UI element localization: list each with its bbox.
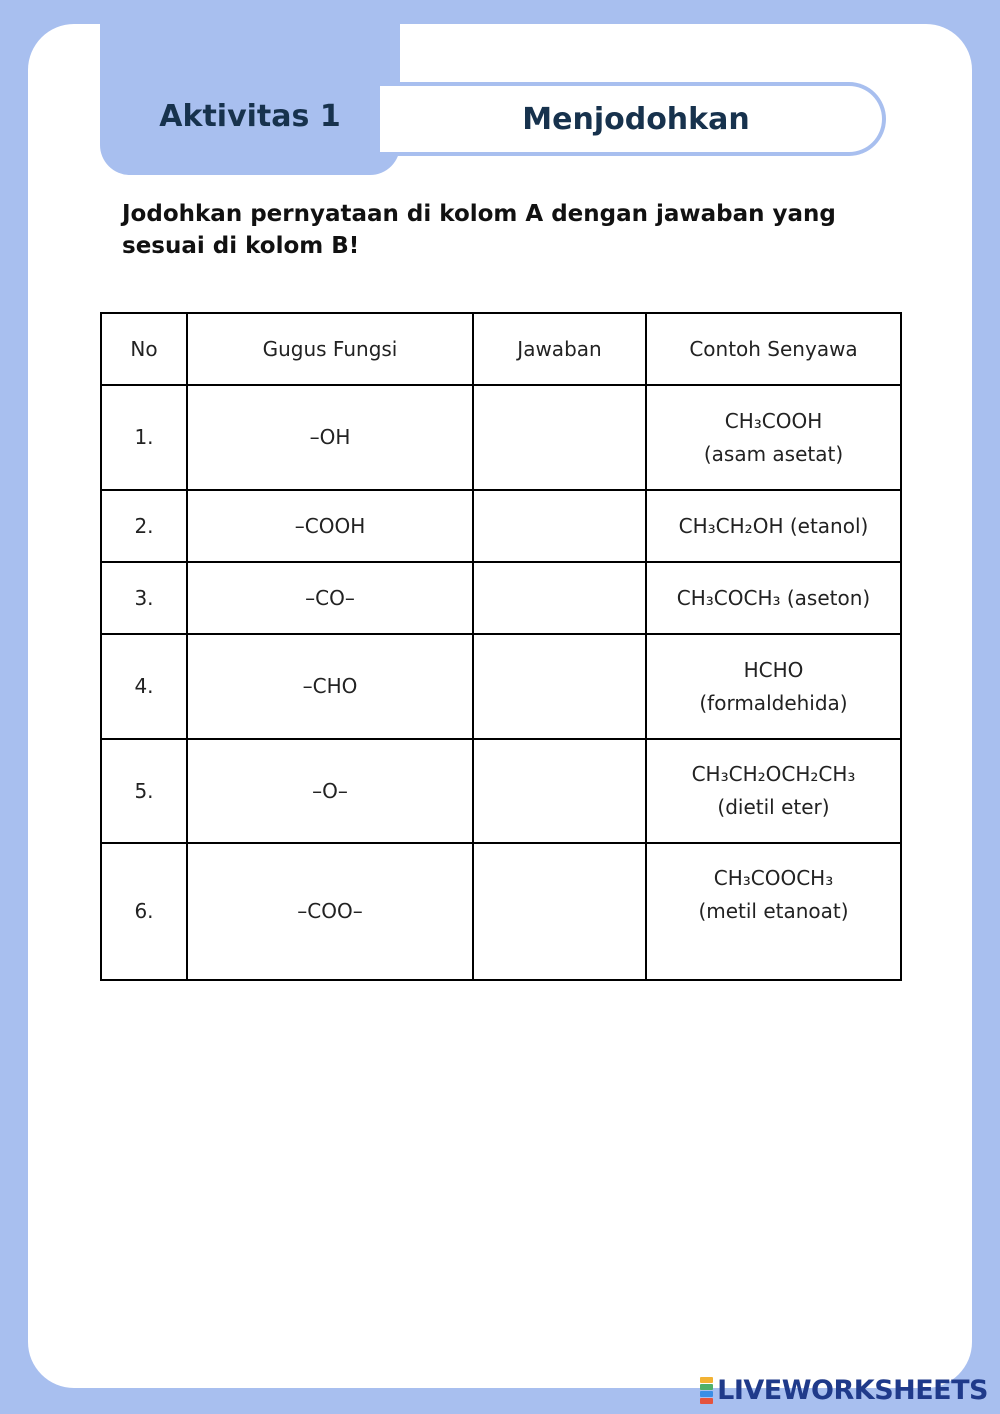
- header-gugus-fungsi: Gugus Fungsi: [187, 313, 473, 385]
- table-row: [101, 843, 901, 980]
- row-number: 1.: [101, 385, 187, 490]
- header-jawaban: Jawaban: [473, 313, 646, 385]
- compound-formula: HCHO: [743, 657, 804, 682]
- example-compound: [646, 739, 901, 843]
- activity-title-banner: [380, 82, 886, 156]
- compound-formula: CH₃COOCH₃: [713, 866, 834, 890]
- example-compound: [646, 490, 901, 562]
- functional-group: –COOH: [187, 490, 473, 562]
- row-number: 6.: [101, 843, 187, 980]
- functional-group: –O–: [187, 739, 473, 843]
- compound-name: (metil etanoat): [698, 899, 849, 923]
- table-row: [101, 562, 901, 634]
- instruction-text: [122, 198, 842, 262]
- compound-formula: CH₃COCH₃ (aseton): [676, 585, 871, 610]
- table-row: [101, 385, 901, 490]
- compound-name: (formaldehida): [699, 690, 848, 715]
- activity-tab: [100, 24, 400, 175]
- activity-title: Menjodohkan: [522, 101, 750, 137]
- compound-name: (asam asetat): [703, 441, 844, 466]
- header-contoh-senyawa: Contoh Senyawa: [646, 313, 901, 385]
- answer-cell[interactable]: [473, 843, 646, 980]
- instruction-line-1: Jodohkan pernyataan di kolom A dengan jawaban yang: [122, 201, 836, 227]
- row-number: 5.: [101, 739, 187, 843]
- instruction-line-2: sesuai di kolom B!: [122, 233, 360, 259]
- functional-group: –CO–: [187, 562, 473, 634]
- header-no: No: [101, 313, 187, 385]
- liveworksheets-logo[interactable]: [700, 1373, 988, 1407]
- logo-stripe: [700, 1384, 713, 1390]
- liveworksheets-logo-text: LIVEWORKSHEETS: [717, 1374, 988, 1406]
- answer-cell[interactable]: [473, 385, 646, 490]
- logo-stripe: [700, 1391, 713, 1397]
- matching-table: [100, 312, 902, 981]
- functional-group: –OH: [187, 385, 473, 490]
- answer-cell[interactable]: [473, 634, 646, 739]
- functional-group: –COO–: [187, 843, 473, 980]
- row-number: 3.: [101, 562, 187, 634]
- compound-formula: CH₃COOH: [724, 408, 823, 433]
- example-compound: [646, 843, 901, 980]
- activity-label: Aktivitas 1: [159, 99, 341, 134]
- liveworksheets-logo-icon: [700, 1377, 713, 1404]
- compound-name: (dietil eter): [717, 795, 830, 819]
- example-compound: [646, 634, 901, 739]
- answer-cell[interactable]: [473, 739, 646, 843]
- example-compound: [646, 562, 901, 634]
- answer-cell[interactable]: [473, 490, 646, 562]
- row-number: 2.: [101, 490, 187, 562]
- table-row: [101, 634, 901, 739]
- logo-stripe: [700, 1377, 713, 1383]
- logo-stripe: [700, 1398, 713, 1404]
- row-number: 4.: [101, 634, 187, 739]
- table-header-row: [101, 313, 901, 385]
- compound-formula: CH₃CH₂OCH₂CH₃: [691, 762, 856, 786]
- example-compound: [646, 385, 901, 490]
- table-row: [101, 490, 901, 562]
- functional-group: –CHO: [187, 634, 473, 739]
- compound-formula: CH₃CH₂OH (etanol): [678, 513, 869, 538]
- table-row: [101, 739, 901, 843]
- answer-cell[interactable]: [473, 562, 646, 634]
